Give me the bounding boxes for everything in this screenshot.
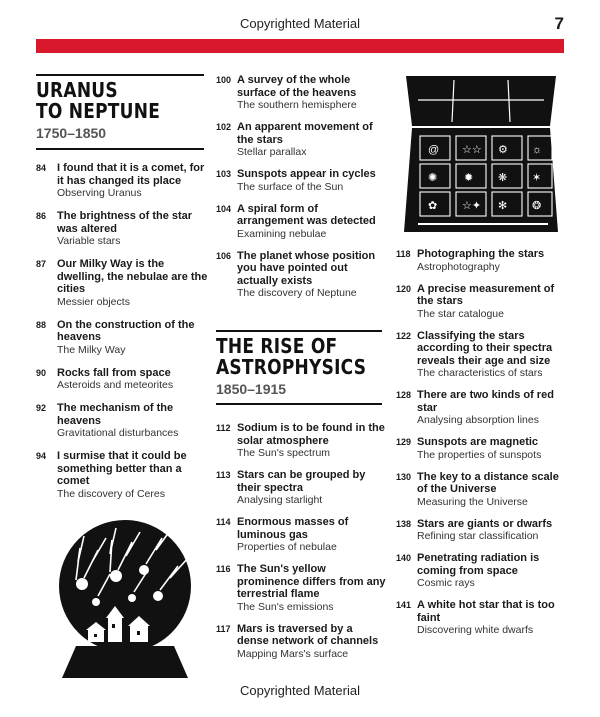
toc-page: 128 [396,390,412,400]
toc-entry[interactable] [396,248,568,274]
toc-entry[interactable] [216,422,386,460]
toc-page: 113 [216,470,231,480]
toc-title: Stars are giants or dwarfs [417,517,553,530]
toc-column-1 [36,162,208,501]
svg-text:✿: ✿ [428,200,438,212]
toc-page: 102 [216,122,232,132]
toc-column-2 [216,74,386,300]
toc-subtitle: Examining nebulae [237,227,327,240]
toc-subtitle: The southern hemisphere [237,99,357,111]
toc-title: Sunspots are magnetic [417,436,539,448]
toc-page: 84 [36,163,47,173]
toc-entry[interactable] [396,471,568,509]
toc-page: 114 [216,517,231,527]
toc-title: I surmise that it could be something better than a comet [57,450,187,487]
toc-subtitle: Analysing starlight [237,494,323,506]
svg-text:@: @ [428,144,440,156]
toc-title: An apparent movement of the stars [237,121,373,146]
toc-subtitle: Variable stars [57,235,121,247]
toc-column-2-lower [216,422,386,661]
toc-entry[interactable] [36,402,208,440]
svg-text:☼: ☼ [532,144,543,156]
toc-title: Penetrating radiation is coming from space [417,552,540,577]
toc-page: 122 [396,330,412,341]
snow-globe-illustration [40,518,210,683]
toc-page: 117 [216,623,231,634]
toc-page: 100 [216,75,232,85]
toc-entry[interactable] [216,203,386,241]
toc-subtitle: Asteroids and meteorites [57,379,174,391]
page-number: 7 [554,14,564,33]
toc-page: 90 [36,367,47,378]
toc-entry[interactable] [396,599,568,637]
toc-entry[interactable] [216,250,386,301]
toc-entry[interactable] [396,518,568,544]
section-uranus-heading [36,74,204,141]
section-years: 1750–1850 [36,125,107,141]
toc-page: 130 [396,471,412,482]
toc-page: 88 [36,319,47,330]
toc-title: Enormous masses of luminous gas [237,516,349,541]
toc-entry[interactable] [396,436,568,462]
toc-subtitle: The characteristics of stars [417,367,543,379]
toc-entry[interactable] [36,210,208,248]
toc-entry[interactable] [216,74,386,112]
toc-subtitle: The properties of sunspots [417,448,542,461]
section-years: 1850–1915 [216,381,287,397]
toc-page: 138 [396,518,412,529]
toc-page: 141 [396,600,412,610]
toc-subtitle: Observing Uranus [57,187,142,199]
toc-entry[interactable] [36,450,208,501]
toc-page: 92 [36,403,47,413]
divider [216,403,382,405]
toc-page: 87 [36,259,47,269]
toc-subtitle: Measuring the Universe [417,495,528,508]
toc-page: 120 [396,283,412,294]
toc-subtitle: Properties of nebulae [237,541,337,553]
svg-text:❋: ❋ [498,172,508,184]
section-title-line: URANUS [36,78,118,102]
toc-entry[interactable] [396,330,568,381]
svg-text:❂: ❂ [532,200,542,212]
section-title-line: THE RISE OF [216,334,338,358]
toc-title: Photographing the stars [417,248,545,260]
footer-copyright: Copyrighted Material [240,683,360,698]
toc-title: The key to a distance scale of the Universe [417,470,559,495]
toc-entry[interactable] [216,563,386,614]
toc-title: A white hot star that is too faint [417,599,555,624]
toc-page: 118 [396,249,411,259]
toc-entry[interactable] [36,258,208,309]
toc-page: 106 [216,250,232,261]
toc-title: Sunspots appear in cycles [237,168,376,180]
toc-page: 103 [216,169,232,179]
toc-entry[interactable] [216,516,386,554]
svg-text:✹: ✹ [464,172,474,184]
toc-title: Rocks fall from space [57,366,171,379]
toc-title: Mars is traversed by a dense network of channels [237,622,379,647]
svg-text:☆✦: ☆✦ [462,200,482,212]
toc-subtitle: Mapping Mars's surface [237,647,349,660]
toc-entry[interactable] [36,319,208,357]
toc-title: Sodium is to be found in the solar atmosphere [237,422,385,447]
toc-subtitle: The Milky Way [57,343,126,356]
toc-page: 112 [216,423,231,433]
section-title-line: ASTROPHYSICS [216,355,367,379]
svg-text:✺: ✺ [428,172,438,184]
toc-title: I found that it is a comet, for it has changed its place [57,162,205,187]
toc-entry[interactable] [36,367,208,393]
box-lid [406,76,556,126]
header-copyright: Copyrighted Material [240,16,360,31]
toc-entry[interactable] [216,469,386,507]
toc-page: 94 [36,451,47,461]
toc-page: 140 [396,553,412,563]
toc-subtitle: Cosmic rays [417,577,475,589]
toc-entry[interactable] [216,623,386,661]
toc-entry[interactable] [396,283,568,321]
svg-text:✻: ✻ [498,200,508,212]
toc-entry[interactable] [396,552,568,590]
svg-text:⚙: ⚙ [498,144,508,156]
toc-title: The planet whose position you have pointed out actually exists [237,249,376,287]
toc-subtitle: The Sun's emissions [237,600,334,613]
toc-page: 129 [396,437,412,447]
toc-title: A precise measurement of the stars [417,282,555,307]
section-astrophysics-heading [216,330,382,397]
section-title-line: TO NEPTUNE [36,99,161,123]
toc-title: Classifying the stars according to their spectra reveals their age and size [417,329,553,367]
toc-subtitle: Discovering white dwarfs [417,624,534,636]
toc-title: There are two kinds of red star [417,389,554,414]
toc-column-3 [396,248,568,637]
toc-title: On the construction of the heavens [57,318,195,343]
specimen-box-illustration [398,74,564,238]
toc-title: The brightness of the star was altered [57,210,193,235]
toc-subtitle: Refining star classification [417,530,539,542]
toc-subtitle: Gravitational disturbances [57,427,179,439]
toc-subtitle: The star catalogue [417,307,504,320]
toc-page: 104 [216,203,232,214]
toc-subtitle: The discovery of Ceres [57,487,165,500]
red-header-bar [36,39,564,53]
toc-subtitle: The discovery of Neptune [237,287,357,299]
toc-title: Our Milky Way is the dwelling, the nebulae are the cities [57,258,208,295]
toc-subtitle: The surface of the Sun [237,180,344,193]
toc-title: Stars can be grouped by their spectra [237,469,366,494]
toc-entry[interactable] [36,162,208,200]
toc-subtitle: Analysing absorption lines [417,414,539,426]
toc-page: 116 [216,564,231,574]
toc-subtitle: The Sun's spectrum [237,447,331,459]
toc-entry[interactable] [216,168,386,194]
toc-title: A survey of the whole surface of the heavens [237,74,357,99]
divider [36,148,204,150]
toc-subtitle: Messier objects [57,295,130,308]
svg-text:☆☆: ☆☆ [462,144,482,156]
toc-entry[interactable] [216,121,386,159]
toc-page: 86 [36,211,47,221]
toc-title: A spiral form of arrangement was detected [237,202,376,227]
toc-entry[interactable] [396,389,568,427]
toc-subtitle: Astrophotography [417,260,500,273]
toc-subtitle: Stellar parallax [237,146,307,158]
svg-text:✶: ✶ [532,172,542,184]
toc-title: The mechanism of the heavens [57,402,174,427]
toc-title: The Sun's yellow prominence differs from any terrestrial flame [237,563,386,600]
